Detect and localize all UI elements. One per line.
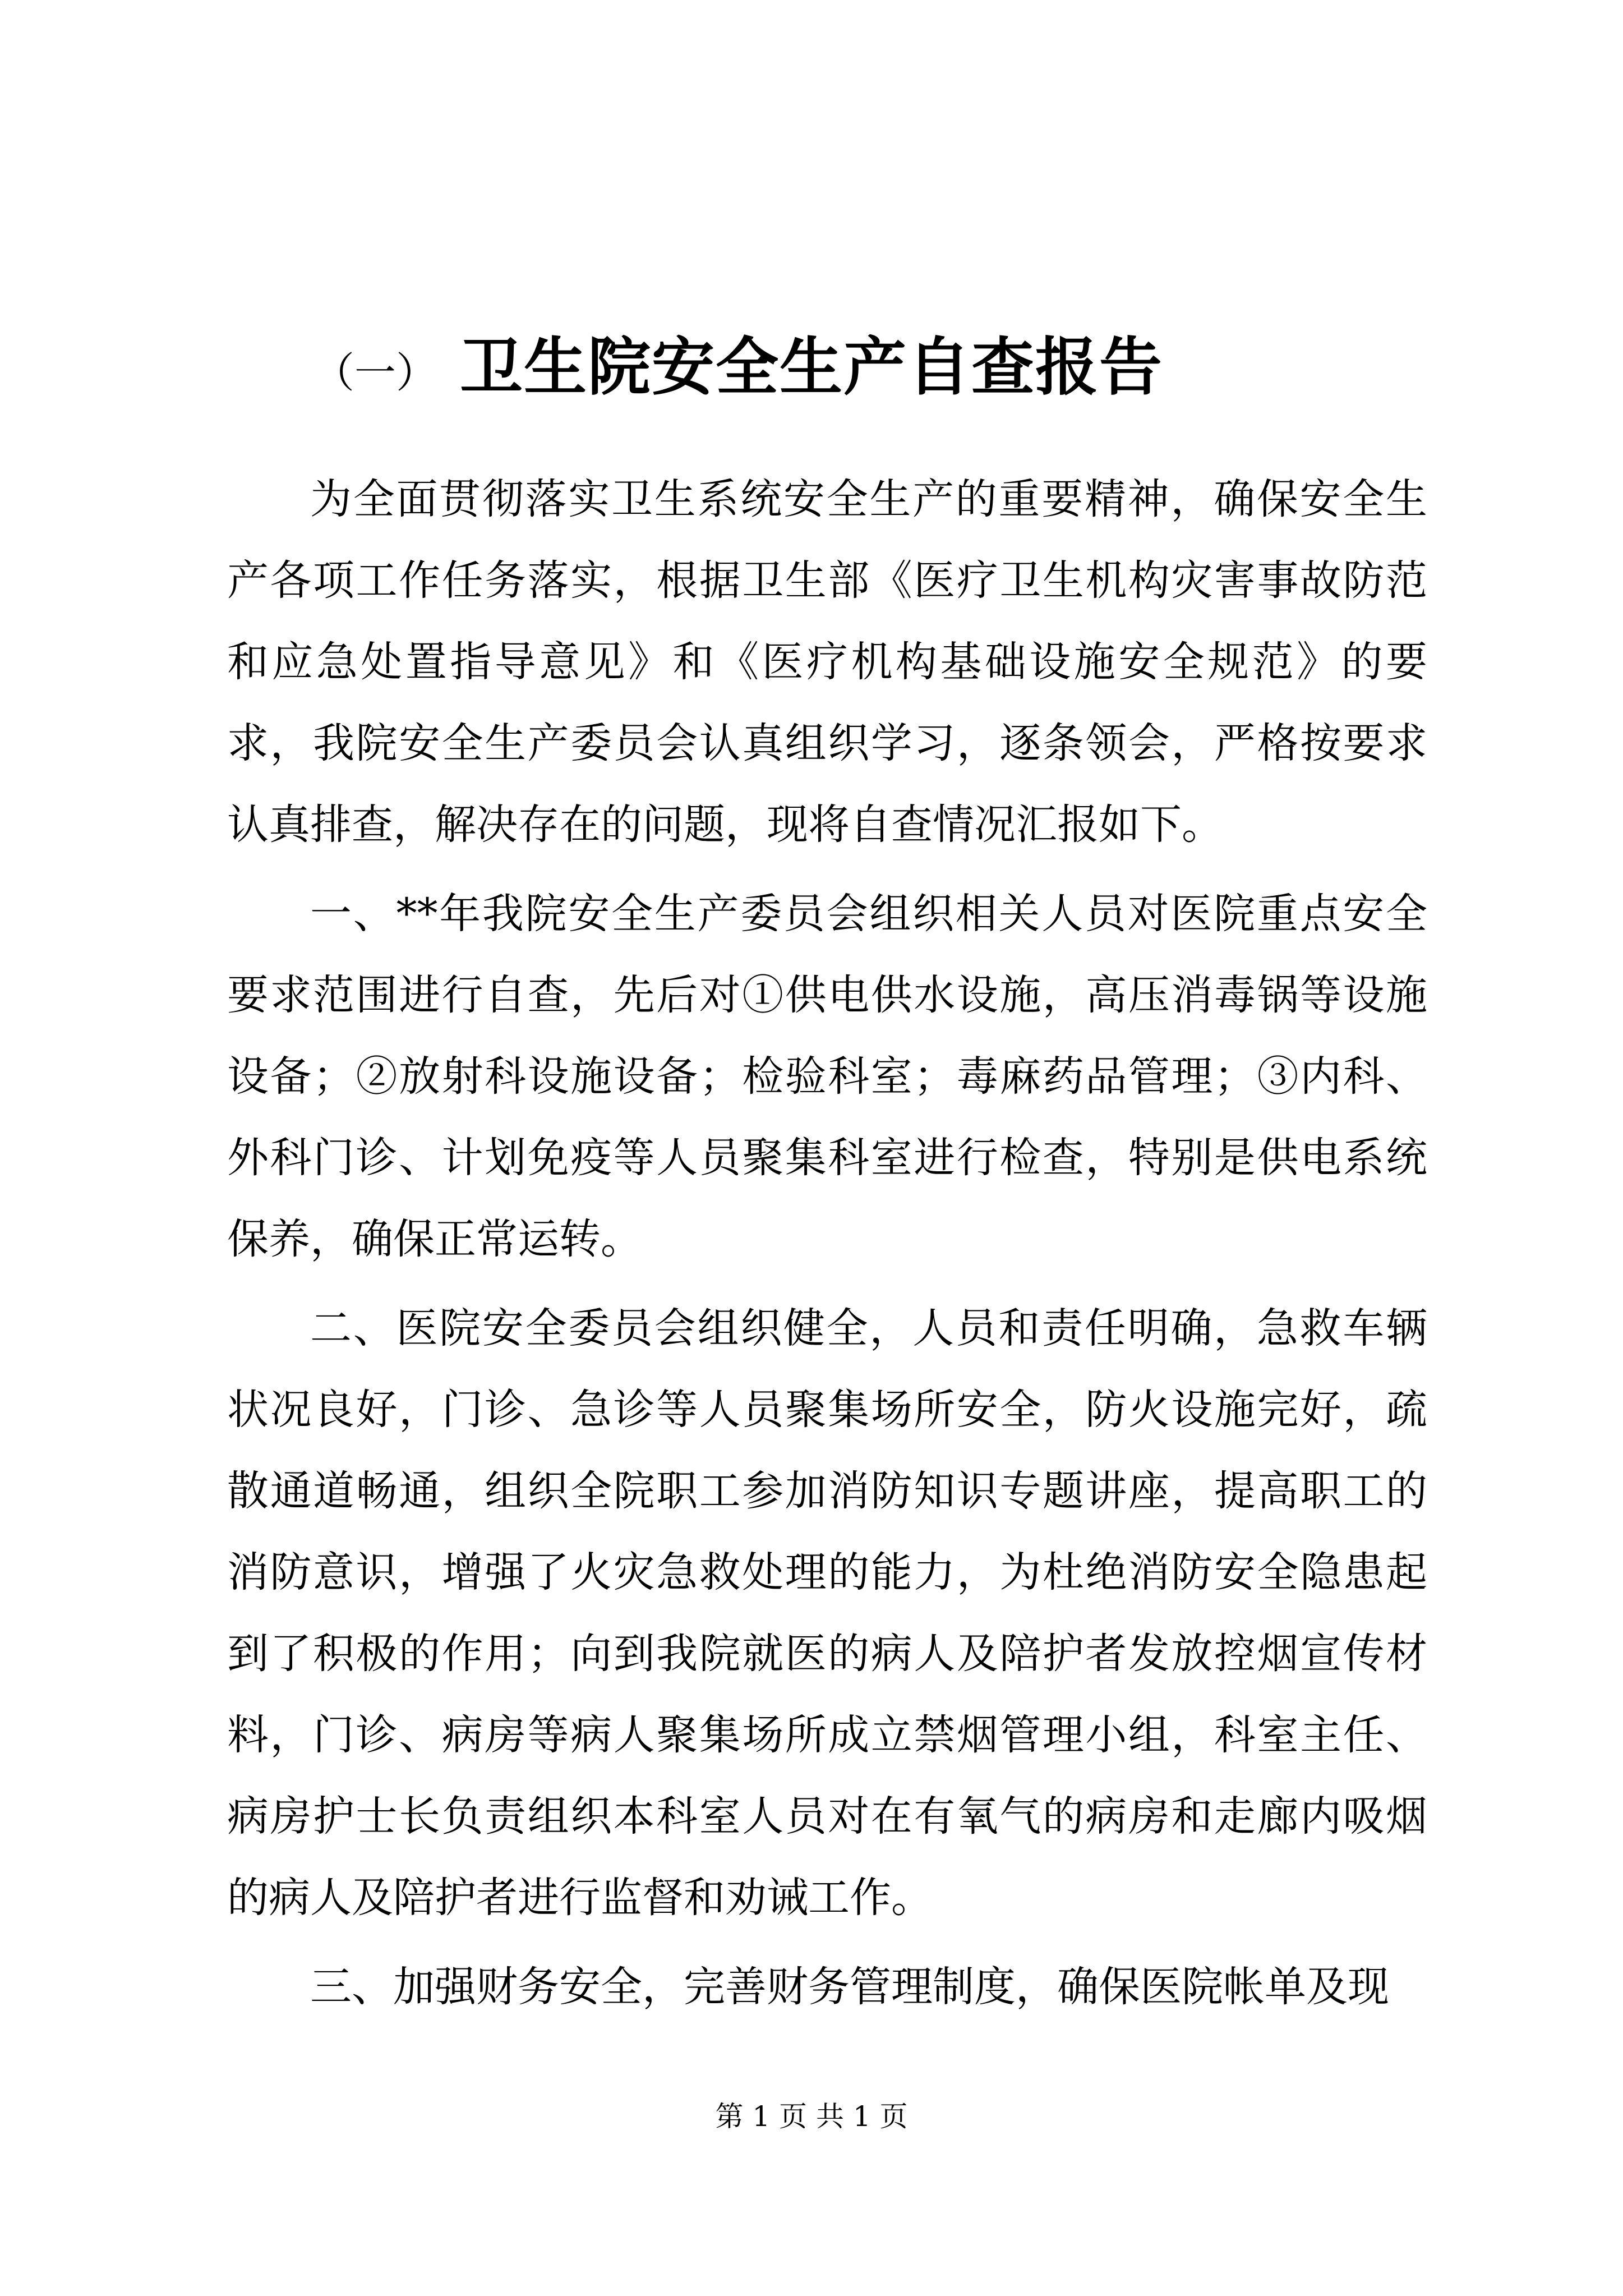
document-body [227,459,1427,2028]
paragraph-item-2: 二、医院安全委员会组织健全，人员和责任明确，急救车辆状况良好，门诊、急诊等人员聚集场所安全，防火设施完好，疏散通道畅通，组织全院职工参加消防知识专题讲座，提高职工的消防意识，增强了火灾急救处理的能力，为杜绝消防安全隐患起到了积极的作用；向到我院就医的病人及陪护者发放控烟宣传材料，门诊、病房等病人聚集场所成立禁烟管理小组，科室主任、病房护士长负责组织本科室人员对在有氧气的病房和走廊内吸烟的病人及陪护者进行监督和劝诫工作。 [227,1304,1427,1922]
page-footer: 第 1 页 共 1 页 [715,2100,908,2133]
paragraph-item-1: 一、**年我院安全生产委员会组织相关人员对医院重点安全要求范围进行自查，先后对①供电供水设施，高压消毒锅等设施设备；②放射科设施设备；检验科室；毒麻药品管理；③内科、外科门诊、计划免疫等人员聚集科室进行检查，特别是供电系统保养，确保正常运转。 [227,890,1427,1263]
section-label: （一） [313,349,437,397]
paragraph-item-3: 三、加强财务安全，完善财务管理制度，确保医院帐单及现 [310,1963,1389,2011]
document-title: 卫生院安全生产自查报告 [460,330,1163,404]
paragraph-intro: 为全面贯彻落实卫生系统安全生产的重要精神，确保安全生产各项工作任务落实，根据卫生部《医疗卫生机构灾害事故防范和应急处置指导意见》和《医疗机构基础设施安全规范》的要求，我院安全生产委员会认真组织学习，逐条领会，严格按要求认真排查，解决存在的问题，现将自查情况汇报如下。 [227,475,1427,849]
